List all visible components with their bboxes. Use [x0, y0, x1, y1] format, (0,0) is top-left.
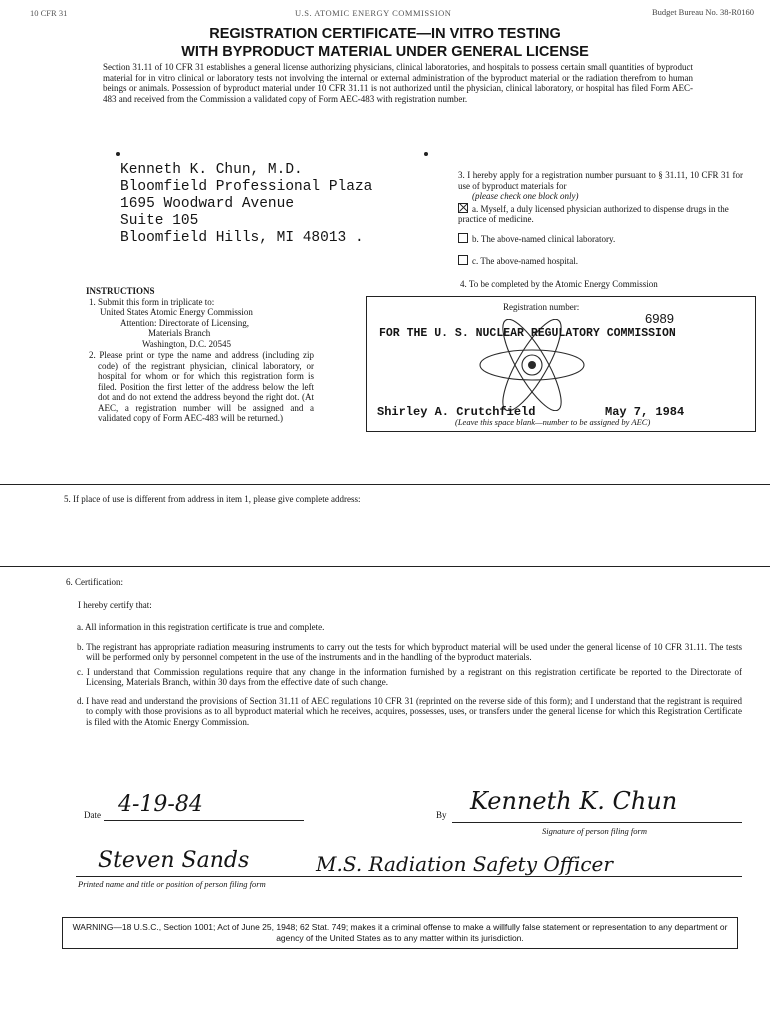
- issuer-name: Shirley A. Crutchfield: [377, 405, 536, 419]
- instruction-1: 1. Submit this form in triplicate to:: [89, 296, 215, 307]
- cert-c: c. I understand that Commission regulations require that any change in the information furnished by a registrant on this registration certificate be reported to the Directorate of Licensing, Materials Branch, within 30 days from the effective date of such change.: [77, 666, 742, 687]
- name-caption: Printed name and title or position of person filing form: [78, 879, 266, 889]
- printed-name[interactable]: Steven Sands: [98, 848, 250, 873]
- address-line-5: Bloomfield Hills, MI 48013 .: [120, 230, 364, 246]
- checkbox-c[interactable]: [458, 255, 468, 265]
- cert-d: d. I have read and understand the provisions of Section 31.11 of AEC regulations 10 CFR 31 (reprinted on the reverse side of this form); and I understand that the registrant is required to comply with those provisions as to all byproduct material which he receives, acquires, possesses, uses, or transfers under the general license for which this Registration Certificate is filed with the Atomic Energy Commission.: [77, 695, 742, 727]
- form-title-line2: WITH BYPRODUCT MATERIAL UNDER GENERAL LICENSE: [181, 44, 589, 60]
- aec-address-3: Materials Branch: [148, 328, 211, 338]
- registration-number: 6989: [645, 311, 674, 326]
- cert-b: b. The registrant has appropriate radiation measuring instruments to carry out the tests for which byproduct material will be used under the general license of 10 CFR 31.11. The tests will be performed only by personnel competent in the use of the instruments and in the handling of the byproduct materials.: [77, 641, 742, 662]
- date-line: [104, 820, 304, 821]
- date-label: Date: [84, 810, 101, 820]
- right-dot: [424, 152, 428, 156]
- address-line-4: Suite 105: [120, 213, 199, 229]
- warning-box: WARNING—18 U.S.C., Section 1001; Act of June 25, 1948; 62 Stat. 749; makes it a criminal offense to make a willfully false statement or representation to any department or agency of the United States as to any matter within its jurisdiction.: [62, 917, 738, 949]
- nrc-stamp: FOR THE U. S. NUCLEAR REGULATORY COMMISSION: [379, 327, 676, 340]
- form-code: 10 CFR 31: [30, 8, 68, 18]
- checkbox-a[interactable]: [458, 203, 468, 213]
- divider-2: [0, 566, 770, 567]
- option-b[interactable]: [458, 233, 743, 245]
- aec-address-2: Attention: Directorate of Licensing,: [120, 317, 249, 328]
- name-line: [76, 876, 742, 877]
- certification: [66, 577, 742, 727]
- printed-title[interactable]: M.S. Radiation Safety Officer: [316, 852, 613, 876]
- signature-caption: Signature of person filing form: [542, 826, 647, 836]
- registrant-address: [120, 162, 372, 247]
- date-value[interactable]: 4-19-84: [118, 792, 203, 817]
- leave-blank-note: (Leave this space blank—number to be assigned by AEC): [455, 417, 651, 427]
- option-c[interactable]: [458, 255, 743, 267]
- registration-number-label: Registration number:: [503, 302, 580, 312]
- instruction-2: 2. Please print or type the name and address (including zip code) of the registrant physician, clinical laboratory, or hospital for whom or for which this registration form is filed. Position the first letter of the address below the left dot and do not extend the address beyond the right dot. (At AEC, a registration number will be assigned and a validated copy of Form AEC-483 will be returned.): [89, 350, 314, 423]
- option-b-label: b. The above-named clinical laboratory.: [472, 233, 616, 244]
- budget-number: Budget Bureau No. 38-R0160: [652, 7, 754, 17]
- cert-a: a. All information in this registration certificate is true and complete.: [77, 622, 325, 632]
- issue-date: May 7, 1984: [605, 405, 685, 419]
- instructions: [86, 286, 314, 424]
- address-line-1: Kenneth K. Chun, M.D.: [120, 162, 303, 178]
- item5-text: 5. If place of use is different from address in item 1, please give complete address:: [64, 494, 361, 504]
- checkbox-b[interactable]: [458, 233, 468, 243]
- item3-section: [458, 170, 743, 267]
- aec-address-1: United States Atomic Energy Commission: [100, 307, 253, 317]
- intro-paragraph: Section 31.11 of 10 CFR 31 establishes a general license authorizing physicians, clinical laboratories, and hospitals to possess certain small quantities of byproduct material for in vitro clinical or laboratory tests not involving the internal or external administration of the byproduct material or the radiation therefrom to human beings or animals. Possession of byproduct material under 10 CFR 31.11 is not authorized until the physician, clinical laboratory, or hospital has filed Form AEC-483 and received from the Commission a validated copy of Form AEC-483 with registration number.: [103, 62, 693, 104]
- signature-line: [452, 822, 742, 823]
- option-a-label: a. Myself, a duly licensed physician authorized to dispense drugs in the practice of medicine.: [458, 203, 729, 224]
- item3-text: 3. I hereby apply for a registration number pursuant to § 31.11, 10 CFR 31 for use of byproduct materials for: [458, 170, 743, 191]
- by-label: By: [436, 810, 447, 820]
- item4-label: 4. To be completed by the Atomic Energy Commission: [460, 279, 658, 289]
- address-line-2: Bloomfield Professional Plaza: [120, 179, 373, 195]
- form-title-line1: REGISTRATION CERTIFICATE—IN VITRO TESTING: [209, 26, 561, 42]
- option-a[interactable]: [458, 203, 743, 225]
- divider-1: [0, 484, 770, 485]
- item3-note: (please check one block only): [472, 191, 579, 201]
- left-dot: [116, 152, 120, 156]
- signature[interactable]: Kenneth K. Chun: [470, 787, 678, 815]
- instructions-heading: INSTRUCTIONS: [86, 286, 155, 296]
- aec-box: [366, 296, 756, 432]
- agency-name: U.S. ATOMIC ENERGY COMMISSION: [295, 8, 452, 18]
- certification-heading: 6. Certification:: [66, 577, 123, 587]
- aec-address: [100, 307, 314, 349]
- aec-address-4: Washington, D.C. 20545: [142, 338, 232, 349]
- certification-lead: I hereby certify that:: [78, 599, 152, 610]
- address-line-3: 1695 Woodward Avenue: [120, 196, 295, 212]
- option-c-label: c. The above-named hospital.: [472, 256, 579, 266]
